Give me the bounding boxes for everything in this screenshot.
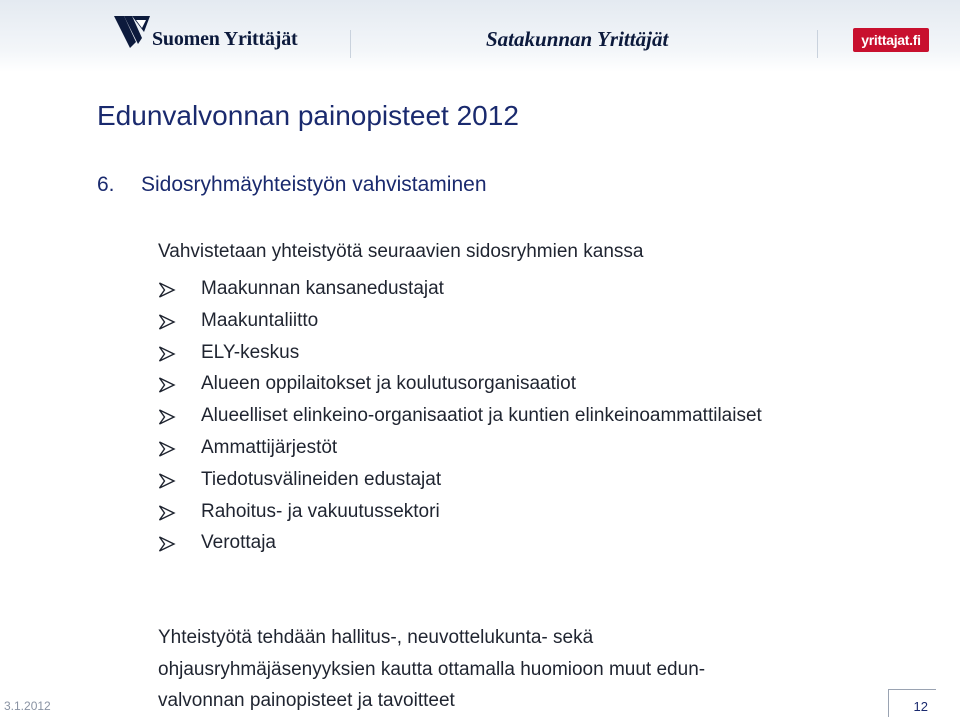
arrowhead-outline-icon (158, 505, 176, 521)
closing-line: ohjausryhmäjäsenyyksien kautta ottamalla huomioon muut edun- (158, 658, 706, 680)
arrowhead-outline-icon (158, 282, 176, 298)
list-item-text: Ammattijärjestöt (201, 436, 338, 458)
header-separator (350, 30, 351, 58)
list-item (158, 496, 818, 528)
header-separator (817, 30, 818, 58)
list-item-text: Alueelliset elinkeino-organisaatiot ja kuntien elinkeinoammattilaiset (201, 405, 762, 427)
closing-line: valvonnan painopisteet ja tavoitteet (158, 690, 455, 711)
arrowhead-outline-icon (158, 473, 176, 489)
arrowhead-outline-icon (158, 536, 176, 552)
header-band (0, 0, 960, 72)
list-item (158, 464, 818, 496)
list-item (158, 273, 818, 305)
arrowhead-outline-icon (158, 409, 176, 425)
section-heading (97, 173, 487, 197)
list-item-text: Maakuntaliitto (201, 309, 319, 331)
section-number: 6. (97, 173, 115, 196)
list-item (158, 337, 818, 369)
list-item (158, 527, 818, 559)
footer-date: 3.1.2012 (4, 699, 51, 713)
suomen-yrittajat-logo-icon (112, 12, 152, 52)
arrowhead-outline-icon (158, 314, 176, 330)
yrittajat-fi-logo[interactable]: yrittajat.fi (853, 28, 929, 52)
list-item-text: Tiedotusvälineiden edustajat (201, 468, 442, 490)
list-item (158, 368, 818, 400)
page-number: 12 (888, 689, 936, 717)
arrowhead-outline-icon (158, 377, 176, 393)
list-item-text: Verottaja (201, 532, 276, 554)
arrowhead-outline-icon (158, 441, 176, 457)
closing-line: Yhteistyötä tehdään hallitus-, neuvottelukunta- sekä (158, 627, 594, 648)
closing-paragraph (158, 622, 838, 717)
list-item (158, 432, 818, 464)
page-title: Edunvalvonnan painopisteet 2012 (97, 100, 519, 131)
arrowhead-outline-icon (158, 346, 176, 362)
list-item-text: Rahoitus- ja vakuutussektori (201, 500, 440, 522)
section-heading-text: Sidosryhmäyhteistyön vahvistaminen (141, 173, 487, 196)
intro-text: Vahvistetaan yhteistyötä seuraavien sidosryhmien kanssa (158, 241, 644, 262)
list-item (158, 305, 818, 337)
list-item-text: Alueen oppilaitokset ja koulutusorganisaatiot (201, 373, 576, 395)
list-item-text: Maakunnan kansanedustajat (201, 278, 444, 299)
suomen-yrittajat-logo-text: Suomen Yrittäjät (152, 28, 298, 50)
header-org-title: Satakunnan Yrittäjät (486, 27, 669, 51)
stakeholder-list (158, 273, 818, 559)
list-item-text: ELY-keskus (201, 341, 300, 363)
list-item (158, 400, 818, 432)
